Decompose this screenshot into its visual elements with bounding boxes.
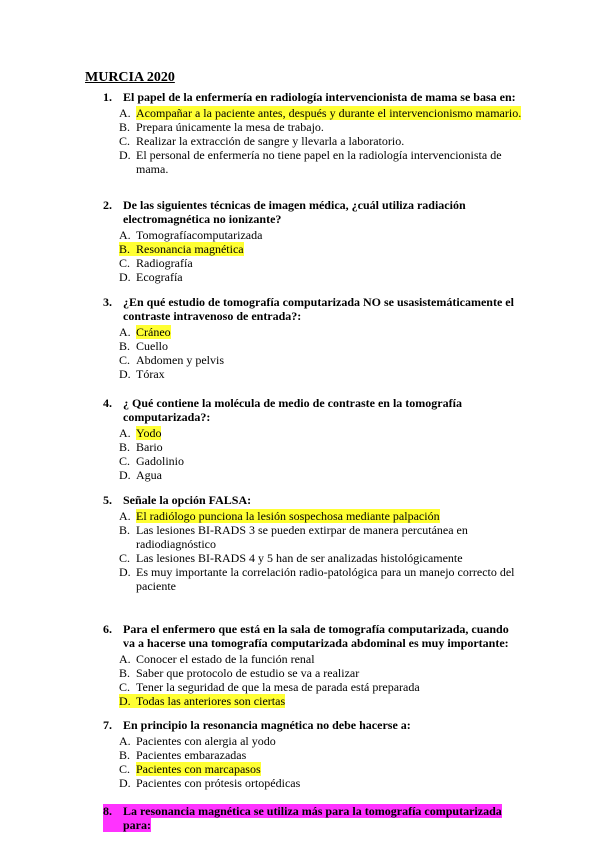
option: B. Saber que protocolo de estudio se va a realizar — [119, 666, 360, 680]
option: C. Pacientes con marcapasos — [119, 762, 261, 776]
highlighted-answer: Pacientes con marcapasos — [136, 762, 261, 776]
highlighted-answer: Todas las anteriores son ciertas — [136, 694, 286, 708]
question-text: ¿ Qué contiene la molécula de medio de contraste en la tomografía computarizada?: — [123, 396, 462, 424]
question-8 — [103, 804, 523, 832]
question-number: 5. — [103, 493, 112, 507]
option: C. Tener la seguridad de que la mesa de parada está preparada — [119, 680, 420, 694]
highlighted-answer: Yodo — [136, 426, 162, 440]
question-number: 1. — [103, 90, 112, 104]
option: C. Abdomen y pelvis — [119, 353, 224, 367]
question-number: 4. — [103, 396, 112, 410]
option: D. Todas las anteriores son ciertas — [119, 694, 286, 708]
question-text: Señale la opción FALSA: — [123, 493, 252, 507]
option: A. Acompañar a la paciente antes, después y durante el intervencionismo mamario. — [119, 106, 522, 120]
highlighted-answer: El radiólogo punciona la lesión sospechosa mediante palpación — [136, 509, 440, 523]
option: D. El personal de enfermería no tiene papel en la radiología intervencionista de mama. — [119, 148, 502, 176]
question-number: 7. — [103, 718, 112, 732]
question-number: 3. — [103, 295, 112, 309]
option: C. Radiografía — [119, 256, 193, 270]
highlighted-answer: Cráneo — [136, 325, 171, 339]
option: A. Yodo — [119, 426, 162, 440]
option: A. Tomografíacomputarizada — [119, 228, 263, 242]
question-text: ¿En qué estudio de tomografía computarizada NO se usasistemáticamente el contraste intravenoso de entrada?: — [123, 295, 514, 323]
question-4 — [103, 396, 523, 482]
option: A. Conocer el estado de la función renal — [119, 652, 315, 666]
option: B. Las lesiones BI-RADS 3 se pueden extirpar de manera percutánea en radiodiagnóstico — [119, 523, 468, 551]
option: B. Cuello — [119, 339, 168, 353]
document-title: MURCIA 2020 — [85, 70, 175, 85]
question-5 — [103, 493, 523, 593]
question-text: La resonancia magnética se utiliza más para la tomografía computarizada para: — [123, 804, 502, 832]
question-7 — [103, 718, 523, 790]
option: A. Cráneo — [119, 325, 171, 339]
question-1 — [103, 90, 523, 176]
question-number: 2. — [103, 198, 112, 212]
option: A. El radiólogo punciona la lesión sospechosa mediante palpación — [119, 509, 440, 523]
question-text: Para el enfermero que está en la sala de tomografía computarizada, cuando va a hacerse una tomografía computarizada abdominal es muy importante: — [123, 622, 509, 650]
question-text: En principio la resonancia magnética no debe hacerse a: — [123, 718, 411, 732]
option: D. Es muy importante la correlación radio-patológica para un manejo correcto del paciente — [119, 565, 515, 593]
question-text: El papel de la enfermería en radiología intervencionista de mama se basa en: — [123, 90, 516, 104]
question-3 — [103, 295, 523, 381]
option: B. Bario — [119, 440, 163, 454]
option: D. Pacientes con prótesis ortopédicas — [119, 776, 301, 790]
option: B. Pacientes embarazadas — [119, 748, 247, 762]
option: C. Gadolinio — [119, 454, 184, 468]
question-number: 8. — [103, 804, 123, 832]
option: C. Las lesiones BI-RADS 4 y 5 han de ser analizadas histológicamente — [119, 551, 463, 565]
option: B. Prepara únicamente la mesa de trabajo. — [119, 120, 324, 134]
option: D. Ecografía — [119, 270, 183, 284]
question-2 — [103, 198, 523, 284]
option: D. Tórax — [119, 367, 165, 381]
question-text: De las siguientes técnicas de imagen médica, ¿cuál utiliza radiación electromagnética no ionizante? — [123, 198, 466, 226]
question-number: 6. — [103, 622, 112, 636]
option: A. Pacientes con alergia al yodo — [119, 734, 276, 748]
highlighted-answer: Acompañar a la paciente antes, después y durante el intervencionismo mamario. — [136, 106, 522, 120]
question-6 — [103, 622, 523, 708]
highlighted-answer: Resonancia magnética — [136, 242, 244, 256]
option: D. Agua — [119, 468, 162, 482]
option: B. Resonancia magnética — [119, 242, 244, 256]
option: C. Realizar la extracción de sangre y llevarla a laboratorio. — [119, 134, 405, 148]
